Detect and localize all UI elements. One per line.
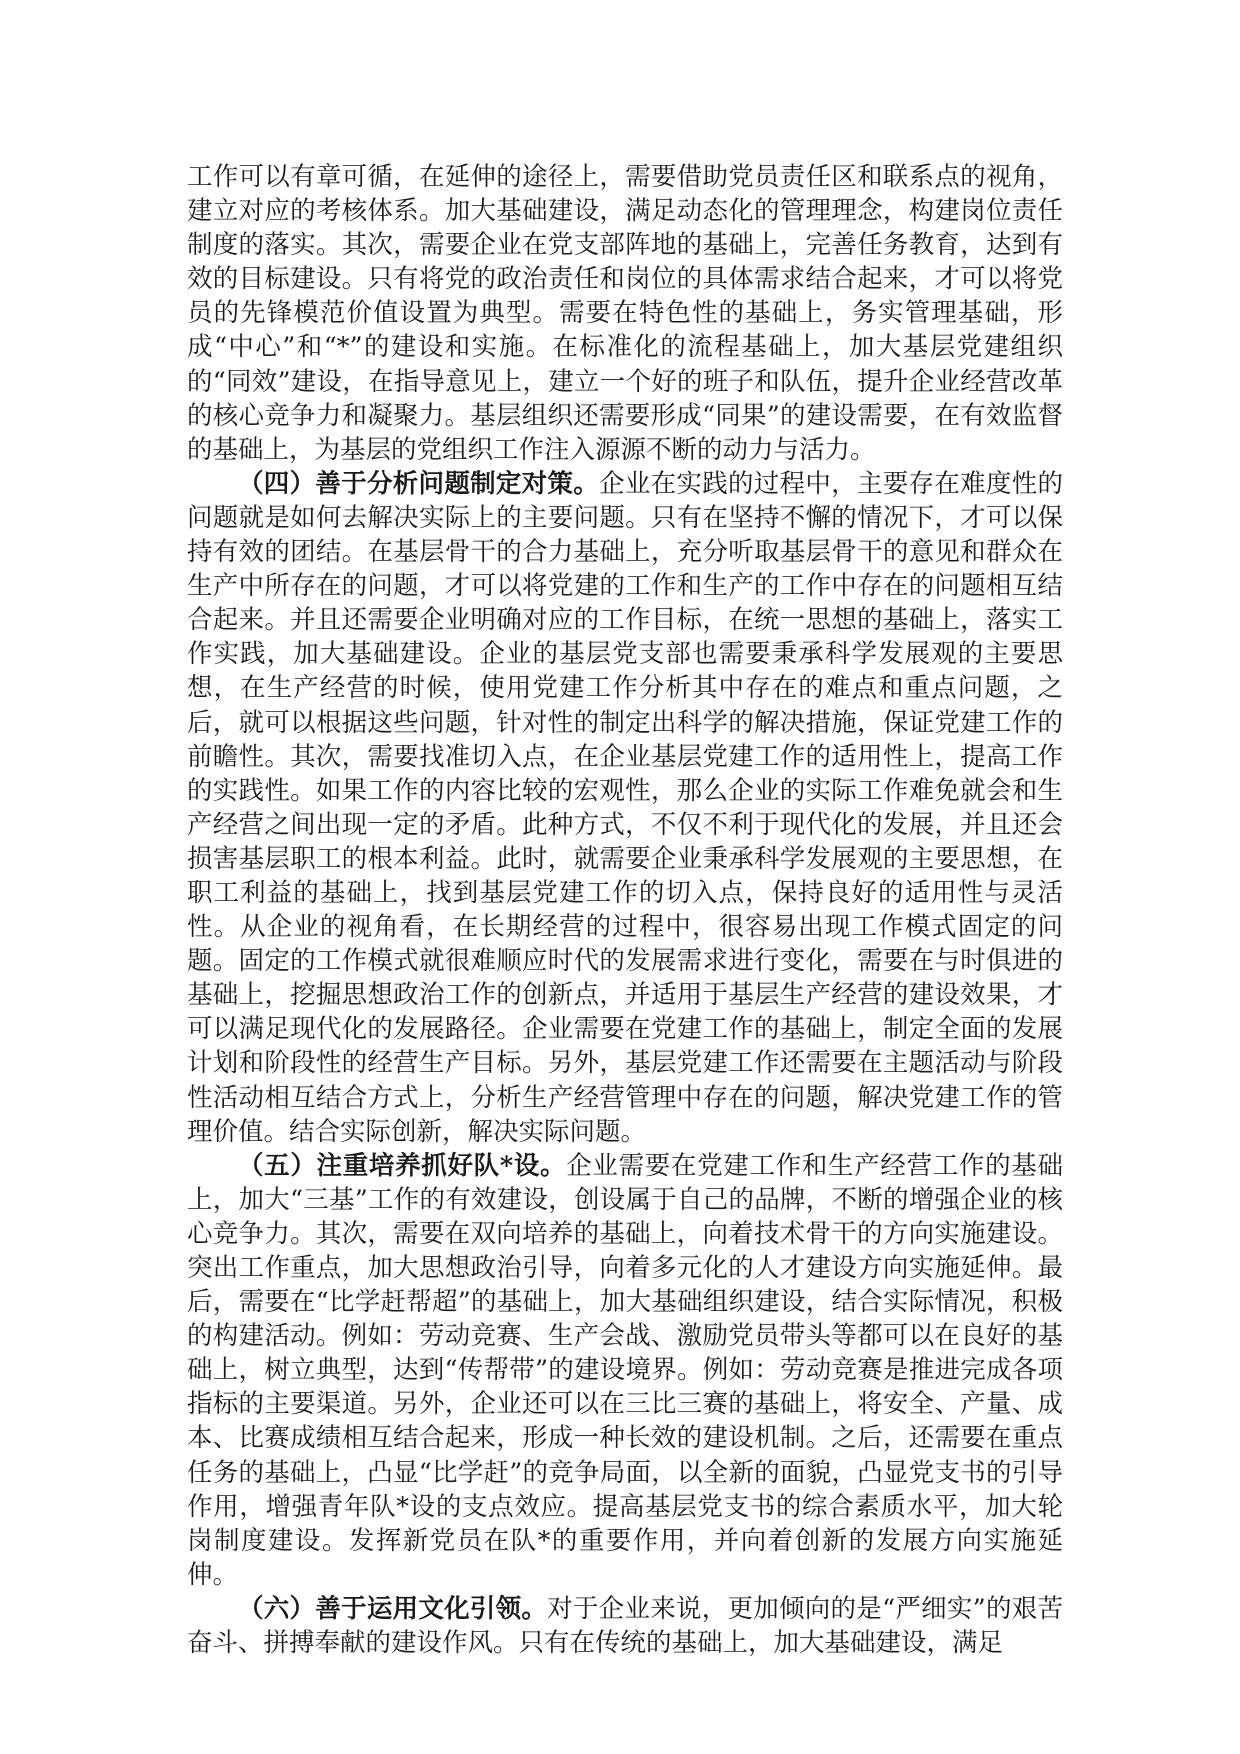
paragraph-section-four <box>187 467 1063 1149</box>
paragraph-body: 企业需要在党建工作和生产经营工作的基础上，加大“三基”工作的有效建设，创设属于自己的品牌，不断的增强企业的核心竞争力。其次，需要在双向培养的基础上，向着技术骨干的方向实施建设。突出工作重点，加大思想政治引导，向着多元化的人才建设方向实施延伸。最后，需要在“比学赶帮超”的基础上，加大基础组织建设，结合实际情况，积极的构建活动。例如：劳动竞赛、生产会战、激励党员带头等都可以在良好的基础上，树立典型，达到“传帮带”的建设境界。例如：劳动竞赛是推进完成各项指标的主要渠道。另外，企业还可以在三比三赛的基础上，将安全、产量、成本、比赛成绩相互结合起来，形成一种长效的建设机制。之后，还需要在重点任务的基础上，凸显“比学赶”的竞争局面，以全新的面貌，凸显党支书的引导作用，增强青年队*设的支点效应。提高基层党支书的综合素质水平，加大轮岗制度建设。发挥新党员在队*的重要作用，并向着创新的发展方向实施延伸。 <box>187 1150 1063 1590</box>
section-heading-five: （五）注重培养抓好队*设。 <box>238 1150 567 1181</box>
paragraph-body: 对于企业来说，更加倾向的是“严细实”的艰苦奋斗、拼搏奉献的建设作风。只有在传统的基础上，加大基础建设，满足 <box>187 1593 1063 1659</box>
document-body <box>187 160 1063 1660</box>
section-heading-six: （六）善于运用文化引领。 <box>238 1593 548 1624</box>
section-heading-four: （四）善于分析问题制定对策。 <box>238 468 600 499</box>
paragraph-continued <box>187 160 1063 467</box>
paragraph-body: 企业在实践的过程中，主要存在难度性的问题就是如何去解决实际上的主要问题。只有在坚持不懈的情况下，才可以保持有效的团结。在基层骨干的合力基础上，充分听取基层骨干的意见和群众在生产中所存在的问题，才可以将党建的工作和生产的工作中存在的问题相互结合起来。并且还需要企业明确对应的工作目标，在统一思想的基础上，落实工作实践，加大基础建设。企业的基层党支部也需要秉承科学发展观的主要思想，在生产经营的时候，使用党建工作分析其中存在的难点和重点问题，之后，就可以根据这些问题，针对性的制定出科学的解决措施，保证党建工作的前瞻性。其次，需要找准切入点，在企业基层党建工作的适用性上，提高工作的实践性。如果工作的内容比较的宏观性，那么企业的实际工作难免就会和生产经营之间出现一定的矛盾。此种方式，不仅不利于现代化的发展，并且还会损害基层职工的根本利益。此时，就需要企业秉承科学发展观的主要思想，在职工利益的基础上，找到基层党建工作的切入点，保持良好的适用性与灵活性。从企业的视角看，在长期经营的过程中，很容易出现工作模式固定的问题。固定的工作模式就很难顺应时代的发展需求进行变化，需要在与时俱进的基础上，挖掘思想政治工作的创新点，并适用于基层生产经营的建设效果，才可以满足现代化的发展路径。企业需要在党建工作的基础上，制定全面的发展计划和阶段性的经营生产目标。另外，基层党建工作还需要在主题活动与阶段性活动相互结合方式上，分析生产经营管理中存在的问题，解决党建工作的管理价值。结合实际创新，解决实际问题。 <box>187 468 1063 1147</box>
paragraph-body: 工作可以有章可循，在延伸的途径上，需要借助党员责任区和联系点的视角，建立对应的考核体系。加大基础建设，满足动态化的管理理念，构建岗位责任制度的落实。其次，需要企业在党支部阵地的基础上，完善任务教育，达到有效的目标建设。只有将党的政治责任和岗位的具体需求结合起来，才可以将党员的先锋模范价值设置为典型。需要在特色性的基础上，务实管理基础，形成“中心”和“*”的建设和实施。在标准化的流程基础上，加大基层党建组织的“同效”建设，在指导意见上，建立一个好的班子和队伍，提升企业经营改革的核心竞争力和凝聚力。基层组织还需要形成“同果”的建设需要，在有效监督的基础上，为基层的党组织工作注入源源不断的动力与活力。 <box>187 162 1063 465</box>
paragraph-section-five <box>187 1149 1063 1592</box>
paragraph-section-six <box>187 1592 1063 1660</box>
